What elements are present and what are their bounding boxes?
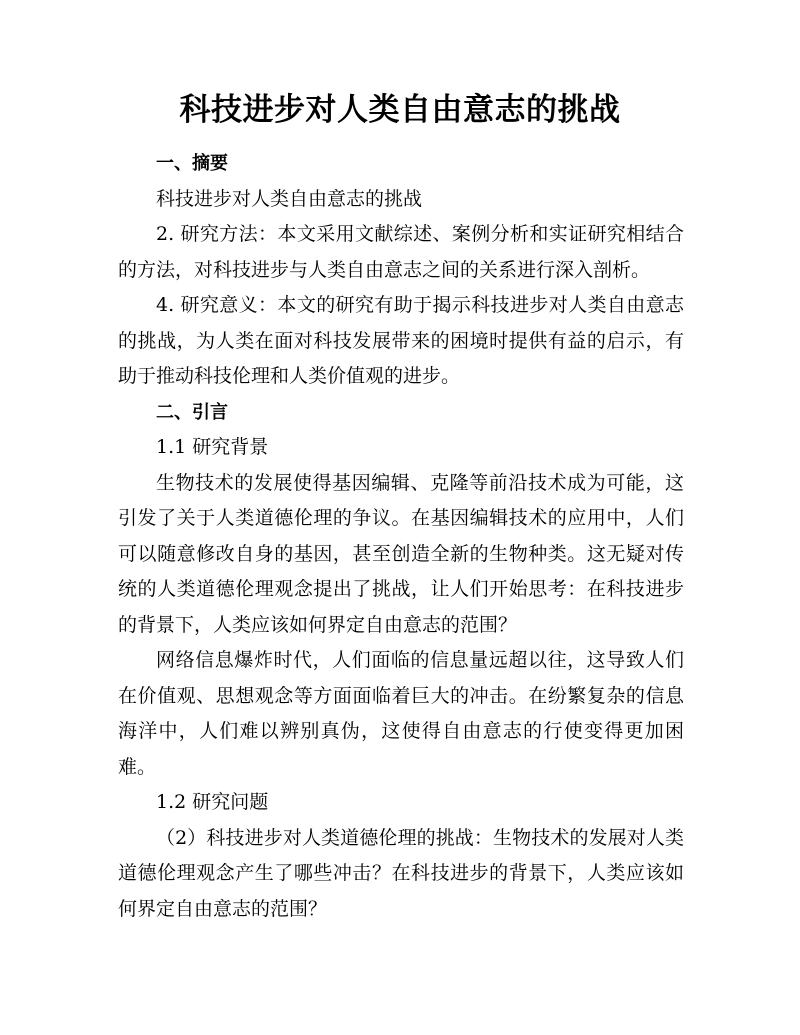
paragraph: 生物技术的发展使得基因编辑、克隆等前沿技术成为可能，这引发了关于人类道德伦理的争议。在基因编辑技术的应用中，人们可以随意修改自身的基因，甚至创造全新的生物种类。这无疑对传统的人类道德伦理观念提出了挑战，让人们开始思考：在科技进步的背景下，人类应该如何界定自由意志的范围？ — [118, 471, 684, 636]
paragraph: 2. 研究方法：本文采用文献综述、案例分析和实证研究相结合的方法，对科技进步与人类自由意志之间的关系进行深入剖析。 — [118, 223, 684, 281]
subsection-heading-background: 1.1 研究背景 — [156, 436, 269, 458]
document-body — [118, 146, 684, 927]
paragraph: 4. 研究意义：本文的研究有助于揭示科技进步对人类自由意志的挑战，为人类在面对科技发展带来的困境时提供有益的启示，有助于推动科技伦理和人类价值观的进步。 — [118, 294, 684, 387]
subsection-heading-research-questions: 1.2 研究问题 — [156, 791, 269, 813]
paragraph: 科技进步对人类自由意志的挑战 — [156, 187, 423, 210]
document-title: 科技进步对人类自由意志的挑战 — [179, 92, 621, 128]
section-heading-abstract: 一、摘要 — [156, 153, 228, 174]
section-heading-introduction: 二、引言 — [156, 401, 228, 423]
paragraph: 网络信息爆炸时代，人们面临的信息量远超以往，这导致人们在价值观、思想观念等方面面临着巨大的冲击。在纷繁复杂的信息海洋中，人们难以辨别真伪，这使得自由意志的行使变得更加困难。 — [118, 649, 684, 778]
paragraph: （2）科技进步对人类道德伦理的挑战：生物技术的发展对人类道德伦理观念产生了哪些冲击？在科技进步的背景下，人类应该如何界定自由意志的范围？ — [118, 826, 684, 920]
